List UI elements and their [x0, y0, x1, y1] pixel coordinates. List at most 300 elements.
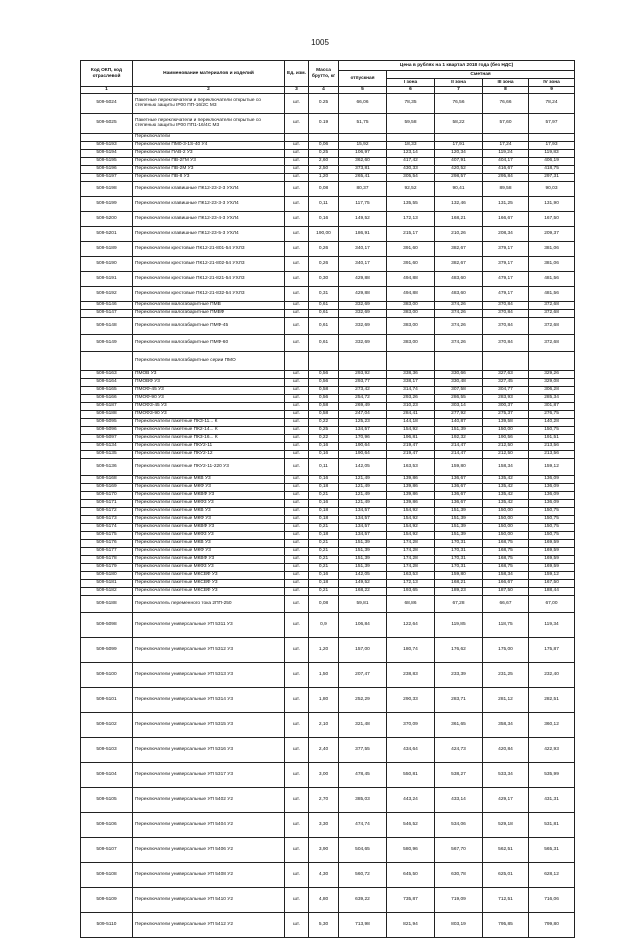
row-unit: шт. — [285, 483, 309, 491]
row-zone4-price: 306,28 — [529, 386, 575, 394]
row-zone1-price: 417,42 — [387, 157, 435, 165]
row-mass: 0,56 — [309, 394, 339, 402]
row-name: Переключатели ПВ-2ГМ У3 — [133, 157, 285, 165]
row-zone3-price — [483, 351, 529, 370]
row-mass: 0,21 — [309, 491, 339, 499]
row-zone3-price: 158,34 — [483, 571, 529, 579]
row-name: Переключатели крестовые ПК12-21-802-54 УХЛ3 — [133, 256, 285, 271]
row-name: Переключатели малогабаритные ПМВ — [133, 301, 285, 309]
row-unit: шт. — [285, 173, 309, 181]
row-zone2-price: 374,26 — [435, 309, 483, 317]
row-unit: шт. — [285, 450, 309, 458]
row-release-price: 265,41 — [339, 173, 387, 181]
row-zone1-price: 68,86 — [387, 595, 435, 612]
row-zone2-price: 90,41 — [435, 181, 483, 196]
row-unit: шт. — [285, 837, 309, 862]
row-zone1-price: 154,92 — [387, 523, 435, 531]
row-zone2-price: 170,31 — [435, 555, 483, 563]
row-zone1-price: 154,92 — [387, 507, 435, 515]
row-unit: шт. — [285, 149, 309, 157]
table-row — [81, 418, 575, 426]
row-zone1-price: 391,60 — [387, 256, 435, 271]
row-release-price: 207,47 — [339, 662, 387, 687]
row-mass: 2,70 — [309, 787, 339, 812]
row-name: Переключатели универсальные УП 5410 У2 — [133, 887, 285, 912]
row-zone3-price: 135,42 — [483, 491, 529, 499]
row-zone4-price: 159,12 — [529, 458, 575, 475]
row-zone1-price: 383,00 — [387, 317, 435, 334]
row-code: 509-5105 — [81, 787, 133, 812]
row-unit: шт. — [285, 334, 309, 351]
row-zone2-price: 433,14 — [435, 787, 483, 812]
row-zone3-price: 187,50 — [483, 587, 529, 595]
row-zone3-price: 158,34 — [483, 458, 529, 475]
row-mass: 1,20 — [309, 637, 339, 662]
row-zone1-price: 139,86 — [387, 483, 435, 491]
row-release-price: 429,88 — [339, 286, 387, 301]
row-unit: шт. — [285, 410, 309, 418]
row-mass: 0,18 — [309, 531, 339, 539]
row-zone3-price: 57,60 — [483, 113, 529, 133]
row-zone3-price: 712,51 — [483, 887, 529, 912]
table-row — [81, 450, 575, 458]
row-release-price: 121,49 — [339, 491, 387, 499]
table-row — [81, 149, 575, 157]
table-row — [81, 426, 575, 434]
row-code: 509-5104 — [81, 762, 133, 787]
table-row — [81, 309, 575, 317]
row-zone4-price: 285,34 — [529, 394, 575, 402]
row-zone1-price: 338,36 — [387, 370, 435, 378]
row-mass: 1,50 — [309, 662, 339, 687]
row-zone1-price: 196,81 — [387, 434, 435, 442]
row-zone2-price: 803,19 — [435, 912, 483, 937]
row-mass: 0,16 — [309, 571, 339, 579]
colnum: 1 — [81, 87, 133, 94]
table-row — [81, 334, 575, 351]
row-zone3-price: 208,34 — [483, 226, 529, 241]
row-code: 509-5102 — [81, 712, 133, 737]
row-name: Переключатели пакетные МКФ У3 — [133, 483, 285, 491]
row-release-price — [339, 351, 387, 370]
row-zone1-price: 305,54 — [387, 173, 435, 181]
row-code: 509-5190 — [81, 256, 133, 271]
row-code: 509-5177 — [81, 547, 133, 555]
row-zone2-price: 719,09 — [435, 887, 483, 912]
row-zone3-price: 168,75 — [483, 539, 529, 547]
row-mass: 0,18 — [309, 507, 339, 515]
row-code: 509-5176 — [81, 539, 133, 547]
row-code: 509-5195 — [81, 157, 133, 165]
row-name: Переключатели универсальные УП 5317 У3 — [133, 762, 285, 787]
row-zone3-price: 429,17 — [483, 787, 529, 812]
row-zone4-price: 301,87 — [529, 402, 575, 410]
row-unit: шт. — [285, 418, 309, 426]
row-mass: 1,80 — [309, 687, 339, 712]
table-row — [81, 286, 575, 301]
row-release-price: 713,98 — [339, 912, 387, 937]
colnum: 4 — [309, 87, 339, 94]
row-zone1-price: 154,92 — [387, 531, 435, 539]
row-zone2-price: 151,39 — [435, 507, 483, 515]
row-zone4-price: 381,06 — [529, 241, 575, 256]
table-row — [81, 687, 575, 712]
row-zone4-price: 213,56 — [529, 442, 575, 450]
row-zone2-price: 214,47 — [435, 442, 483, 450]
row-zone1-price: 219,47 — [387, 442, 435, 450]
row-release-price: 332,69 — [339, 309, 387, 317]
row-release-price: 332,69 — [339, 317, 387, 334]
row-zone3-price: 135,42 — [483, 483, 529, 491]
row-release-price: 151,39 — [339, 539, 387, 547]
row-mass: 0,61 — [309, 334, 339, 351]
row-unit: шт. — [285, 612, 309, 637]
row-code: 509-5166 — [81, 394, 133, 402]
row-release-price: 121,49 — [339, 483, 387, 491]
row-zone3-price: 166,67 — [483, 211, 529, 226]
row-zone1-price: 494,88 — [387, 271, 435, 286]
row-unit: шт. — [285, 737, 309, 762]
row-zone1-price: 383,00 — [387, 301, 435, 309]
table-row — [81, 555, 575, 563]
row-zone2-price: 630,78 — [435, 862, 483, 887]
row-name: Переключатели крестовые ПК12-21-832-54 УХЛ3 — [133, 286, 285, 301]
row-name: Переключатели пакетные ПКУ2-11 — [133, 442, 285, 450]
row-code: 509-5108 — [81, 862, 133, 887]
row-zone3-price: 479,17 — [483, 286, 529, 301]
table-row — [81, 165, 575, 173]
table-row — [81, 226, 575, 241]
row-mass: 0,21 — [309, 547, 339, 555]
row-mass: 4,80 — [309, 887, 339, 912]
row-zone4-price: 372,68 — [529, 317, 575, 334]
row-code: 509-5098 — [81, 612, 133, 637]
row-name: Переключатели универсальные УП 5408 У2 — [133, 862, 285, 887]
row-zone2-price: 170,31 — [435, 539, 483, 547]
row-mass: 0,11 — [309, 458, 339, 475]
row-zone4-price: 169,59 — [529, 539, 575, 547]
row-name: Переключатели малогабаритные серии ПМО — [133, 351, 285, 370]
row-unit: шт. — [285, 317, 309, 334]
row-zone2-price: 159,80 — [435, 571, 483, 579]
header-zone4: IV зона — [529, 79, 575, 87]
row-code: 509-5181 — [81, 579, 133, 587]
row-name: Переключатели пакетные МКСВФ У3 — [133, 571, 285, 579]
row-zone3-price: 416,67 — [483, 165, 529, 173]
row-unit: шт. — [285, 507, 309, 515]
row-zone2-price: 170,31 — [435, 547, 483, 555]
row-release-price: 377,55 — [339, 737, 387, 762]
row-zone4-price: 169,59 — [529, 555, 575, 563]
row-mass: 4,30 — [309, 862, 339, 887]
table-row — [81, 571, 575, 579]
row-zone2-price: 119,85 — [435, 612, 483, 637]
row-zone2-price: 192,32 — [435, 434, 483, 442]
row-name: Переключатели клавишные ПК12-23-3-3 УХЛ4 — [133, 196, 285, 211]
row-zone4-price: 481,56 — [529, 286, 575, 301]
row-zone2-price: 140,87 — [435, 418, 483, 426]
header-zone2: II зона — [435, 79, 483, 87]
row-zone3-price: 300,37 — [483, 402, 529, 410]
row-unit: шт. — [285, 912, 309, 937]
header-code: Код ОКП, код отраслевой — [81, 61, 133, 87]
row-release-price: 504,65 — [339, 837, 387, 862]
row-unit: шт. — [285, 113, 309, 133]
row-code: 509-5109 — [81, 887, 133, 912]
row-unit: шт. — [285, 196, 309, 211]
row-mass: 0,16 — [309, 450, 339, 458]
table-row — [81, 93, 575, 113]
row-zone1-price: 154,92 — [387, 426, 435, 434]
table-row — [81, 133, 575, 141]
row-mass: 1,20 — [309, 173, 339, 181]
row-zone3-price: 295,84 — [483, 173, 529, 181]
row-unit: шт. — [285, 256, 309, 271]
row-name: Переключатели пакетные МКВ У3 — [133, 507, 285, 515]
row-zone3-price: 139,58 — [483, 418, 529, 426]
row-name: Переключатели малогабаритные ПМФ-45 — [133, 317, 285, 334]
table-row — [81, 410, 575, 418]
colnum: 8 — [483, 87, 529, 94]
row-unit: шт. — [285, 787, 309, 812]
row-zone3-price: 379,17 — [483, 241, 529, 256]
row-release-price: 373,81 — [339, 165, 387, 173]
row-zone2-price: 233,39 — [435, 662, 483, 687]
table-row — [81, 887, 575, 912]
row-zone3-price: 283,93 — [483, 394, 529, 402]
row-zone1-price: 144,18 — [387, 418, 435, 426]
row-release-price: 142,05 — [339, 571, 387, 579]
row-code: 509-5024 — [81, 93, 133, 113]
row-zone3-price: 166,67 — [483, 579, 529, 587]
row-name: Переключатели пакетные МКФ У3 — [133, 515, 285, 523]
row-release-price: 134,57 — [339, 426, 387, 434]
row-zone3-price: 150,00 — [483, 523, 529, 531]
row-zone3-price: 304,77 — [483, 386, 529, 394]
row-release-price: 149,52 — [339, 211, 387, 226]
row-name: Пакетные переключатели и переключатели открытые со степенью защиты IP00 ПП-16/2С М3 — [133, 93, 285, 113]
row-zone1-price: 550,81 — [387, 762, 435, 787]
row-zone1-price: 293,26 — [387, 394, 435, 402]
row-code: 509-5163 — [81, 370, 133, 378]
row-code: 509-5191 — [81, 271, 133, 286]
row-zone4-price: 535,99 — [529, 762, 575, 787]
row-code: 509-5110 — [81, 912, 133, 937]
table-body — [81, 93, 575, 937]
row-zone2-price: 136,67 — [435, 499, 483, 507]
row-mass — [309, 133, 339, 141]
row-zone3-price: 150,00 — [483, 507, 529, 515]
table-row — [81, 211, 575, 226]
row-mass: 0,61 — [309, 301, 339, 309]
colnum: 3 — [285, 87, 309, 94]
row-release-price: 252,29 — [339, 687, 387, 712]
row-zone1-price: 18,33 — [387, 141, 435, 149]
row-zone1-price: 310,23 — [387, 402, 435, 410]
row-mass: 2,40 — [309, 737, 339, 762]
row-zone2-price: 168,21 — [435, 211, 483, 226]
row-release-price: 321,48 — [339, 712, 387, 737]
row-release-price: 332,69 — [339, 334, 387, 351]
row-zone3-price: 168,75 — [483, 563, 529, 571]
row-code: 509-5147 — [81, 309, 133, 317]
row-code: 509-5148 — [81, 317, 133, 334]
row-zone3-price: 150,00 — [483, 531, 529, 539]
row-zone2-price: 374,26 — [435, 334, 483, 351]
row-zone4-price: 140,28 — [529, 418, 575, 426]
row-zone4-price: 136,09 — [529, 483, 575, 491]
row-zone2-price: 382,67 — [435, 241, 483, 256]
row-unit: шт. — [285, 563, 309, 571]
row-zone1-price: 163,53 — [387, 571, 435, 579]
row-code: 509-5201 — [81, 226, 133, 241]
row-zone1-price: 215,17 — [387, 226, 435, 241]
price-table — [80, 60, 575, 938]
row-name: ПМОФ-45 У3 — [133, 386, 285, 394]
row-zone4-price: 136,09 — [529, 475, 575, 483]
row-unit — [285, 133, 309, 141]
row-mass: 0,06 — [309, 141, 339, 149]
row-zone4-price: 329,08 — [529, 378, 575, 386]
row-mass: 0,16 — [309, 475, 339, 483]
row-zone1-price: 163,53 — [387, 458, 435, 475]
row-name: Переключатели пакетные ПКЗ-11... К — [133, 418, 285, 426]
row-zone2-price: 136,67 — [435, 483, 483, 491]
row-code: 509-5099 — [81, 637, 133, 662]
header-estimate: Сметная — [387, 71, 575, 79]
row-name: Переключатели ПМ0-3-1S-40 У4 — [133, 141, 285, 149]
table-row — [81, 579, 575, 587]
row-release-price: 149,52 — [339, 579, 387, 587]
row-zone1-price: 391,60 — [387, 241, 435, 256]
row-zone3-price: 479,17 — [483, 271, 529, 286]
row-name: Переключатели универсальные УП 5315 У3 — [133, 712, 285, 737]
row-mass: 0,16 — [309, 499, 339, 507]
row-zone1-price: 219,47 — [387, 450, 435, 458]
row-zone1-price: 172,13 — [387, 579, 435, 587]
row-release-price: 340,17 — [339, 241, 387, 256]
row-unit: шт. — [285, 662, 309, 687]
row-zone1-price: 443,24 — [387, 787, 435, 812]
colnum: 2 — [133, 87, 285, 94]
row-mass: 0,21 — [309, 555, 339, 563]
table-row — [81, 458, 575, 475]
row-code: 509-5106 — [81, 812, 133, 837]
row-release-price: 340,17 — [339, 256, 387, 271]
row-zone3-price: 795,85 — [483, 912, 529, 937]
row-mass: 190,00 — [309, 226, 339, 241]
row-zone2-price: 76,56 — [435, 93, 483, 113]
row-release-price: 474,74 — [339, 812, 387, 837]
row-zone3-price: 370,84 — [483, 317, 529, 334]
table-row — [81, 181, 575, 196]
row-release-price: 151,39 — [339, 547, 387, 555]
row-name: ПМОВФ У3 — [133, 378, 285, 386]
colnum: 7 — [435, 87, 483, 94]
row-zone3-price: 66,67 — [483, 595, 529, 612]
row-unit: шт. — [285, 887, 309, 912]
header-mass: Масса брутто, кг — [309, 61, 339, 87]
row-release-price: 80,37 — [339, 181, 387, 196]
row-zone4-price: 565,31 — [529, 837, 575, 862]
row-name: Переключатели универсальные УП 5404 У2 — [133, 812, 285, 837]
row-release-price: 190,64 — [339, 442, 387, 450]
row-release-price: 332,69 — [339, 301, 387, 309]
row-zone3-price: 119,24 — [483, 149, 529, 157]
row-zone2-price: 382,67 — [435, 256, 483, 271]
row-zone1-price: 290,33 — [387, 687, 435, 712]
row-zone3-price: 327,63 — [483, 370, 529, 378]
row-mass: 0,58 — [309, 386, 339, 394]
header-zone1: I зона — [387, 79, 435, 87]
row-zone2-price — [435, 133, 483, 141]
row-zone4-price: 159,12 — [529, 571, 575, 579]
table-row — [81, 351, 575, 370]
row-release-price: 168,22 — [339, 587, 387, 595]
row-unit: шт. — [285, 378, 309, 386]
row-mass: 0,25 — [309, 149, 339, 157]
row-code: 509-5149 — [81, 334, 133, 351]
row-zone1-price: 821,94 — [387, 912, 435, 937]
row-zone4-price: 167,50 — [529, 211, 575, 226]
row-code: 509-5103 — [81, 737, 133, 762]
row-zone2-price: 361,65 — [435, 712, 483, 737]
row-code: 509-5165 — [81, 386, 133, 394]
row-zone3-price: 168,75 — [483, 547, 529, 555]
row-code: 509-5200 — [81, 211, 133, 226]
row-code: 509-5175 — [81, 531, 133, 539]
row-name: ПМОФЗ-90 У3 — [133, 410, 285, 418]
row-mass: 0,08 — [309, 595, 339, 612]
row-zone1-price: 494,88 — [387, 286, 435, 301]
row-zone4-price: 150,75 — [529, 507, 575, 515]
row-release-price: 385,03 — [339, 787, 387, 812]
row-zone3-price: 562,51 — [483, 837, 529, 862]
row-release-price: 560,72 — [339, 862, 387, 887]
row-name: Переключатели малогабаритные ПМВФ — [133, 309, 285, 317]
row-zone1-price: 92,52 — [387, 181, 435, 196]
row-zone3-price: 190,56 — [483, 434, 529, 442]
row-zone1-price: 135,55 — [387, 196, 435, 211]
row-zone1-price: 370,09 — [387, 712, 435, 737]
row-zone1-price: 645,50 — [387, 862, 435, 887]
row-code: 509-5096 — [81, 426, 133, 434]
row-zone4-price: 150,75 — [529, 523, 575, 531]
table-row — [81, 523, 575, 531]
row-zone1-price: 139,86 — [387, 475, 435, 483]
table-row — [81, 196, 575, 211]
row-zone2-price: 58,22 — [435, 113, 483, 133]
row-zone4-price: 372,68 — [529, 334, 575, 351]
row-code: 509-5171 — [81, 499, 133, 507]
row-zone2-price: 420,52 — [435, 165, 483, 173]
row-zone3-price: 131,25 — [483, 196, 529, 211]
row-release-price: 106,84 — [339, 612, 387, 637]
row-zone4-price: 716,06 — [529, 887, 575, 912]
row-zone1-price: 122,64 — [387, 612, 435, 637]
table-row — [81, 837, 575, 862]
table-row — [81, 271, 575, 286]
row-code: 509-5199 — [81, 196, 133, 211]
row-name: Переключатели универсальные УП 5313 У3 — [133, 662, 285, 687]
row-zone2-price: 168,21 — [435, 579, 483, 587]
row-zone2-price: 176,62 — [435, 637, 483, 662]
row-name: Переключатели пакетные МКСВФ У3 — [133, 587, 285, 595]
row-code: 509-5097 — [81, 434, 133, 442]
row-zone3-price: 281,12 — [483, 687, 529, 712]
row-zone2-price: 67,28 — [435, 595, 483, 612]
row-unit: шт. — [285, 442, 309, 450]
